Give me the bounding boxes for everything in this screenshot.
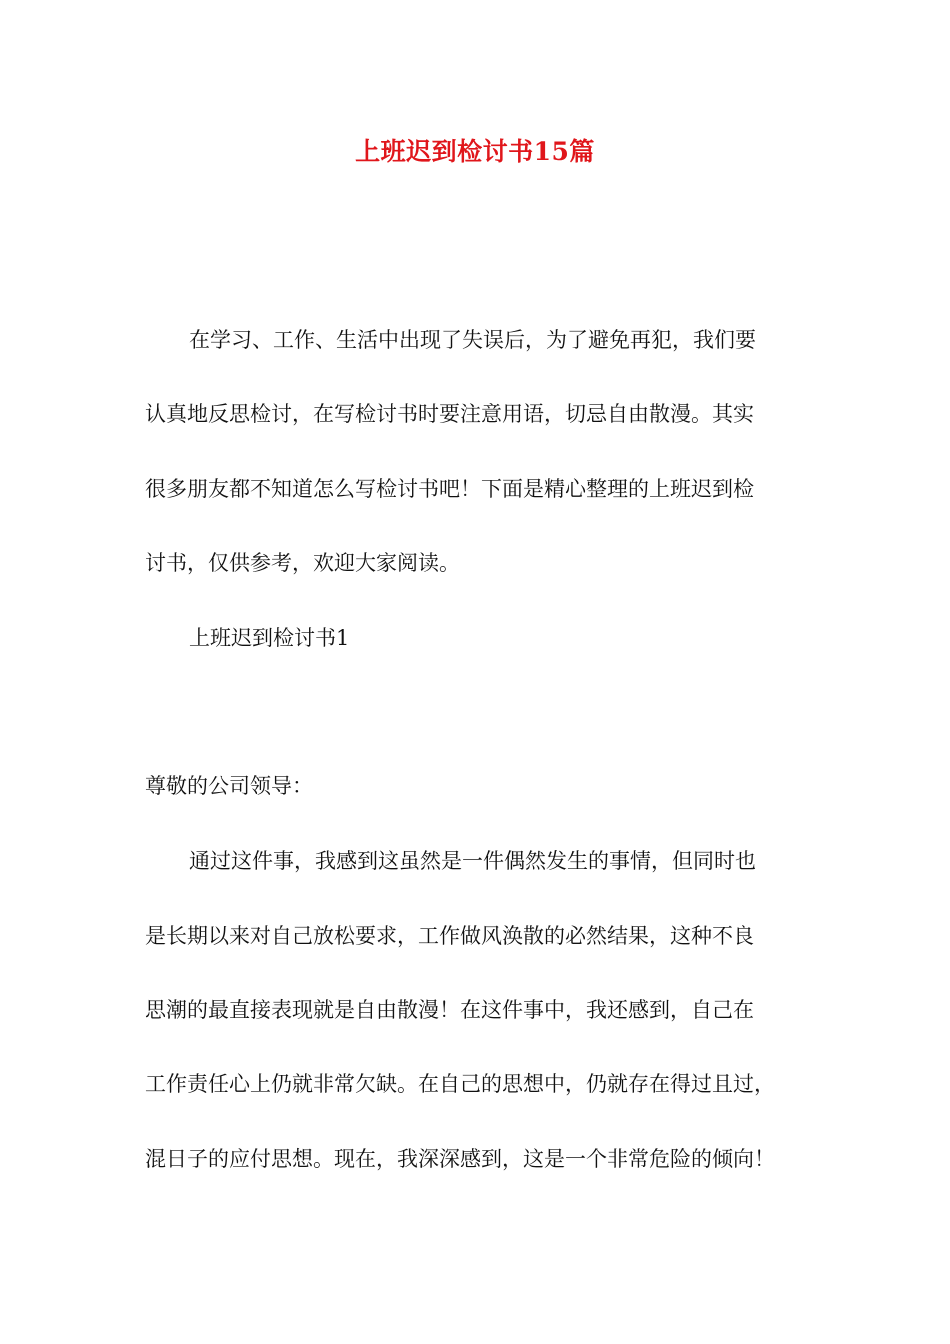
paragraph-line: 通过这件事，我感到这虽然是一件偶然发生的事情，但同时也 <box>189 849 756 873</box>
paragraph-line: 在学习、工作、生活中出现了失误后，为了避免再犯，我们要 <box>189 328 756 352</box>
section-heading: 上班迟到检讨书1 <box>189 626 350 650</box>
document-title: 上班迟到检讨书15篇 <box>355 137 595 166</box>
paragraph-line: 讨书，仅供参考，欢迎大家阅读。 <box>145 551 460 575</box>
paragraph-line: 思潮的最直接表现就是自由散漫！在这件事中，我还感到，自己在 <box>145 998 754 1022</box>
paragraph-line: 是长期以来对自己放松要求，工作做风涣散的必然结果，这种不良 <box>145 924 754 948</box>
paragraph-line: 工作责任心上仍就非常欠缺。在自己的思想中，仍就存在得过且过， <box>145 1072 775 1096</box>
paragraph-line: 混日子的应付思想。现在，我深深感到，这是一个非常危险的倾向！ <box>145 1147 775 1171</box>
paragraph-line: 认真地反思检讨，在写检讨书时要注意用语，切忌自由散漫。其实 <box>145 402 754 426</box>
salutation: 尊敬的公司领导： <box>145 774 313 798</box>
paragraph-line: 很多朋友都不知道怎么写检讨书吧！下面是精心整理的上班迟到检 <box>145 477 754 501</box>
